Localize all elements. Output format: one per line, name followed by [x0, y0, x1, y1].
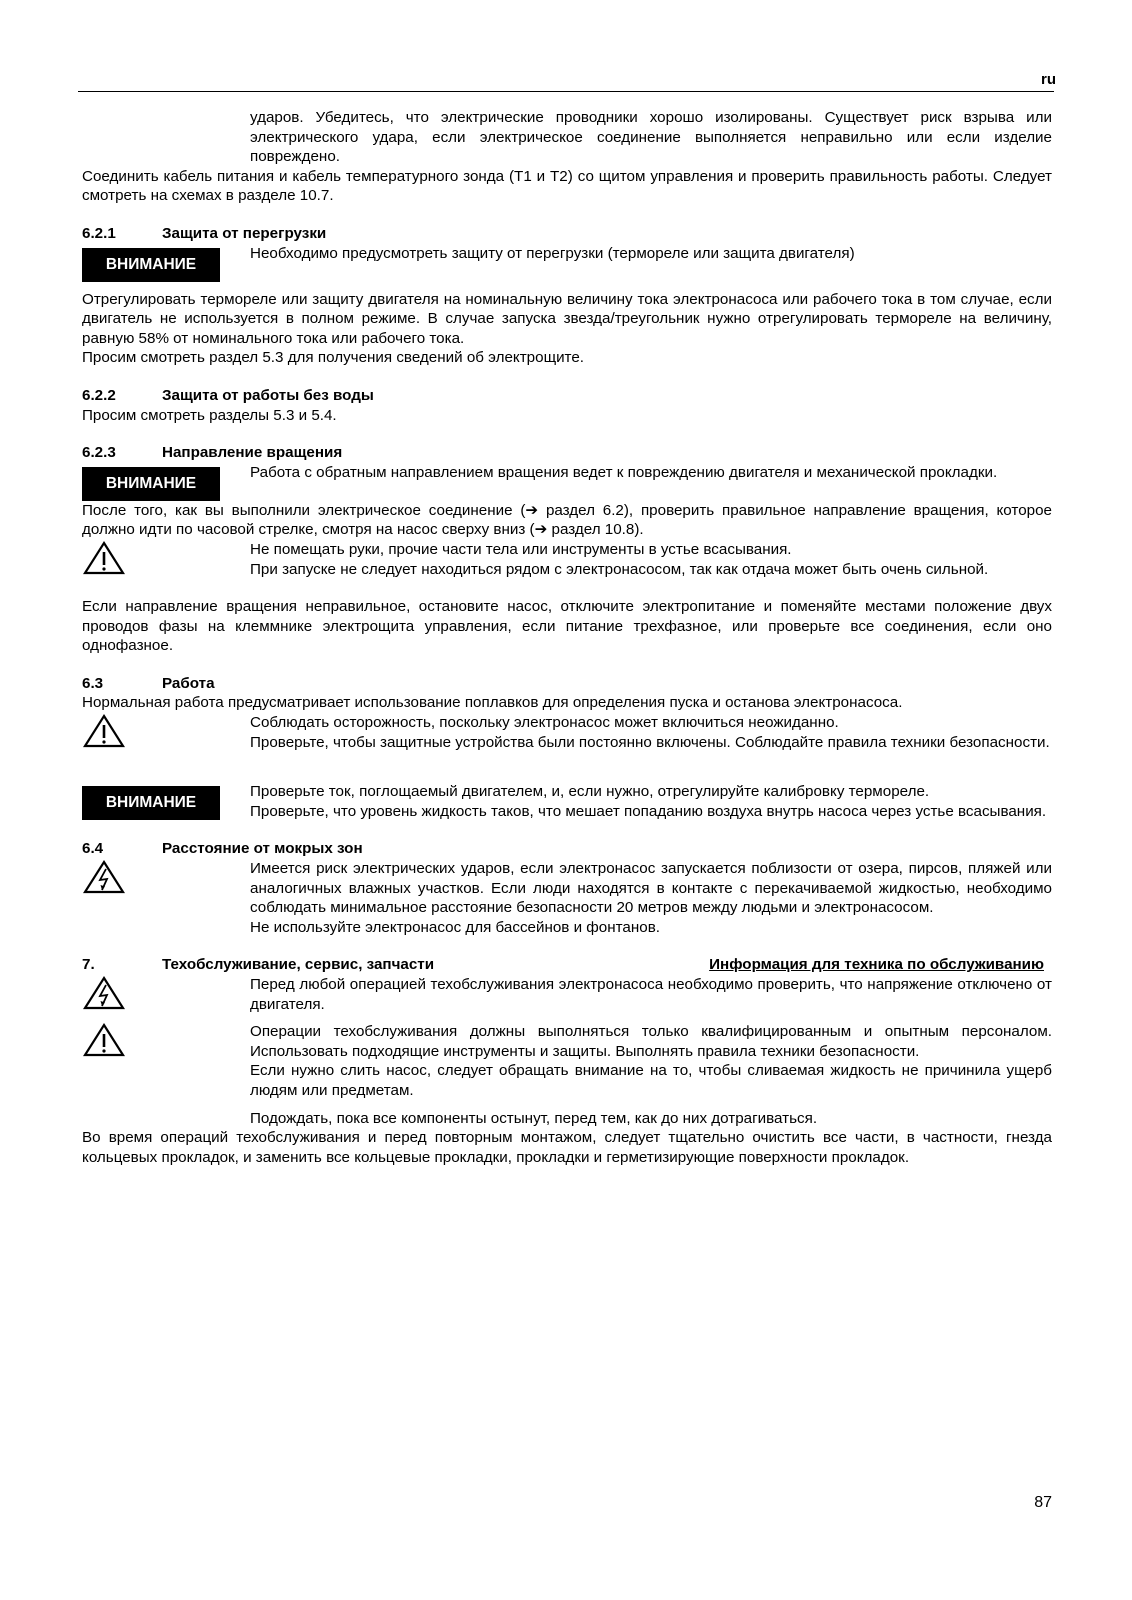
- section-number: 7.: [82, 956, 95, 974]
- heading-6-4: [82, 839, 1052, 859]
- technician-info-label: Информация для техника по обслуживанию: [709, 956, 1044, 974]
- section-number: 6.3: [82, 674, 104, 692]
- paragraph: Если направление вращения неправильное, остановите насос, отключите электропитание и поменяйте местами положение двух проводов фазы на клеммнике электрощита управления, если питание трехфазное, или проверьте все соединения, если оно однофазное.: [82, 598, 1052, 655]
- page-number: 87: [1034, 1494, 1052, 1511]
- caution-text: Имеется риск электрических ударов, если электронасос запускается поблизости от озера, пирсов, пляжей или аналогичных влажных участков. Если люди находятся в контакте с перекачиваемой жидкостью, необходимо соблюдать минимальное расстояние безопасности 20 метров между людьми и электронасосом.: [250, 860, 1052, 917]
- caution-text: Подождать, пока все компоненты остынут, перед тем, как до них дотрагиваться.: [250, 1109, 818, 1127]
- caution-text: Операции техобслуживания должны выполняться только квалифицированным и опытным персоналом. Использовать подходящие инструменты и защиты. Выполнять правила техники безопасности.: [250, 1023, 1052, 1060]
- content: [82, 108, 1052, 1167]
- warning-badge: ВНИМАНИЕ: [82, 248, 220, 282]
- electric-shock-icon: [82, 859, 126, 895]
- paragraph: Просим смотреть разделы 5.3 и 5.4.: [82, 406, 337, 424]
- caution-text: Если нужно слить насос, следует обращать внимание на то, чтобы сливаемая жидкость не причинила ущерб людям или предметам.: [250, 1062, 1052, 1099]
- section-number: 6.2.3: [82, 444, 116, 462]
- caution-text: Проверьте, чтобы защитные устройства были постоянно включены. Соблюдайте правила техники безопасности.: [250, 733, 1050, 751]
- warning-triangle-icon: [82, 1022, 126, 1058]
- heading-6-3: [82, 674, 1052, 694]
- caution-text: Не помещать руки, прочие части тела или инструменты в устье всасывания.: [250, 540, 792, 558]
- electric-shock-icon: [82, 975, 126, 1011]
- warning-block-6-2-3: [82, 463, 1052, 501]
- caution-block-7: [82, 1022, 1052, 1128]
- caution-block-6-2-3: [82, 540, 1052, 579]
- warning-block-6-2-1: [82, 244, 1052, 282]
- warning-text: Работа с обратным направлением вращения ведет к повреждению двигателя и механической прокладки.: [250, 463, 998, 481]
- warning-badge: ВНИМАНИЕ: [82, 467, 220, 501]
- section-title: Направление вращения: [162, 444, 343, 462]
- section-number: 6.2.1: [82, 224, 116, 242]
- caution-text: Соблюдать осторожность, поскольку электронасос может включиться неожиданно.: [250, 714, 839, 732]
- paragraph: Во время операций техобслуживания и перед повторным монтажом, следует тщательно очистить все части, в частности, гнезда кольцевых прокладок, и заменить все кольцевые прокладки, прокладки и герметизирующие поверхности прокладок.: [82, 1129, 1052, 1166]
- section-number: 6.2.2: [82, 386, 116, 404]
- caution-block-6-3: [82, 713, 1052, 752]
- paragraph: Нормальная работа предусматривает использование поплавков для определения пуска и останова электронасоса.: [82, 694, 903, 712]
- section-title: Техобслуживание, сервис, запчасти: [162, 956, 435, 974]
- paragraph: После того, как вы выполнили электрическое соединение (➔ раздел 6.2), проверить правильное направление вращения, которое должно идти по часовой стрелке, смотря на насос сверху вниз (➔ раздел 10.8).: [82, 501, 1052, 539]
- warning-text: Проверьте, что уровень жидкость таков, что мешает попаданию воздуха внутрь насоса через устье всасывания.: [250, 802, 1047, 820]
- paragraph: Просим смотреть раздел 5.3 для получения сведений об электрощите.: [82, 349, 585, 367]
- warning-triangle-icon: [82, 540, 126, 576]
- paragraph: Отрегулировать термореле или защиту двигателя на номинальную величину тока электронасоса или рабочего тока в том случае, если двигатель не используется в полном режиме. В случае запуска звезда/треугольник нужно отрегулировать термореле на величину, равную 58% от номинального тока или рабочего тока.: [82, 290, 1052, 347]
- heading-6-2-2: [82, 386, 1052, 406]
- warning-triangle-icon: [82, 713, 126, 749]
- section-title: Защита от перегрузки: [162, 224, 327, 242]
- caution-text: Не используйте электронасос для бассейнов и фонтанов.: [250, 918, 660, 936]
- heading-6-2-3: [82, 443, 1052, 463]
- section-number: 6.4: [82, 840, 104, 858]
- caution-text: Перед любой операцией техобслуживания электронасоса необходимо проверить, что напряжение отключено от двигателя.: [250, 976, 1052, 1013]
- section-title: Работа: [162, 674, 215, 692]
- shock-block-6-4: [82, 859, 1052, 937]
- section-title: Защита от работы без воды: [162, 386, 374, 404]
- heading-6-2-1: [82, 224, 1052, 244]
- warning-block-6-3: [82, 782, 1052, 821]
- heading-7: [82, 955, 1044, 975]
- warning-text: Необходимо предусмотреть защиту от перегрузки (термореле или защита двигателя): [250, 244, 855, 262]
- section-title: Расстояние от мокрых зон: [162, 840, 363, 858]
- shock-block-7: [82, 975, 1052, 1014]
- language-code: ru: [1041, 71, 1056, 88]
- intro-paragraph: Соединить кабель питания и кабель температурного зонда (T1 и T2) со щитом управления и проверить правильность работы. Следует смотреть на схемах в разделе 10.7.: [82, 167, 1052, 205]
- warning-text: Проверьте ток, поглощаемый двигателем, и, если нужно, отрегулируйте калибровку термореле.: [250, 783, 930, 801]
- caution-text: При запуске не следует находиться рядом с электронасосом, так как отдача может быть очень сильной.: [250, 560, 989, 578]
- header-rule: [78, 91, 1054, 92]
- warning-badge: ВНИМАНИЕ: [82, 786, 220, 820]
- intro-continuation: ударов. Убедитесь, что электрические проводники хорошо изолированы. Существует риск взрыва или электрического удара, если электрическое соединение выполняется неправильно или если изделие повреждено.: [250, 109, 1052, 166]
